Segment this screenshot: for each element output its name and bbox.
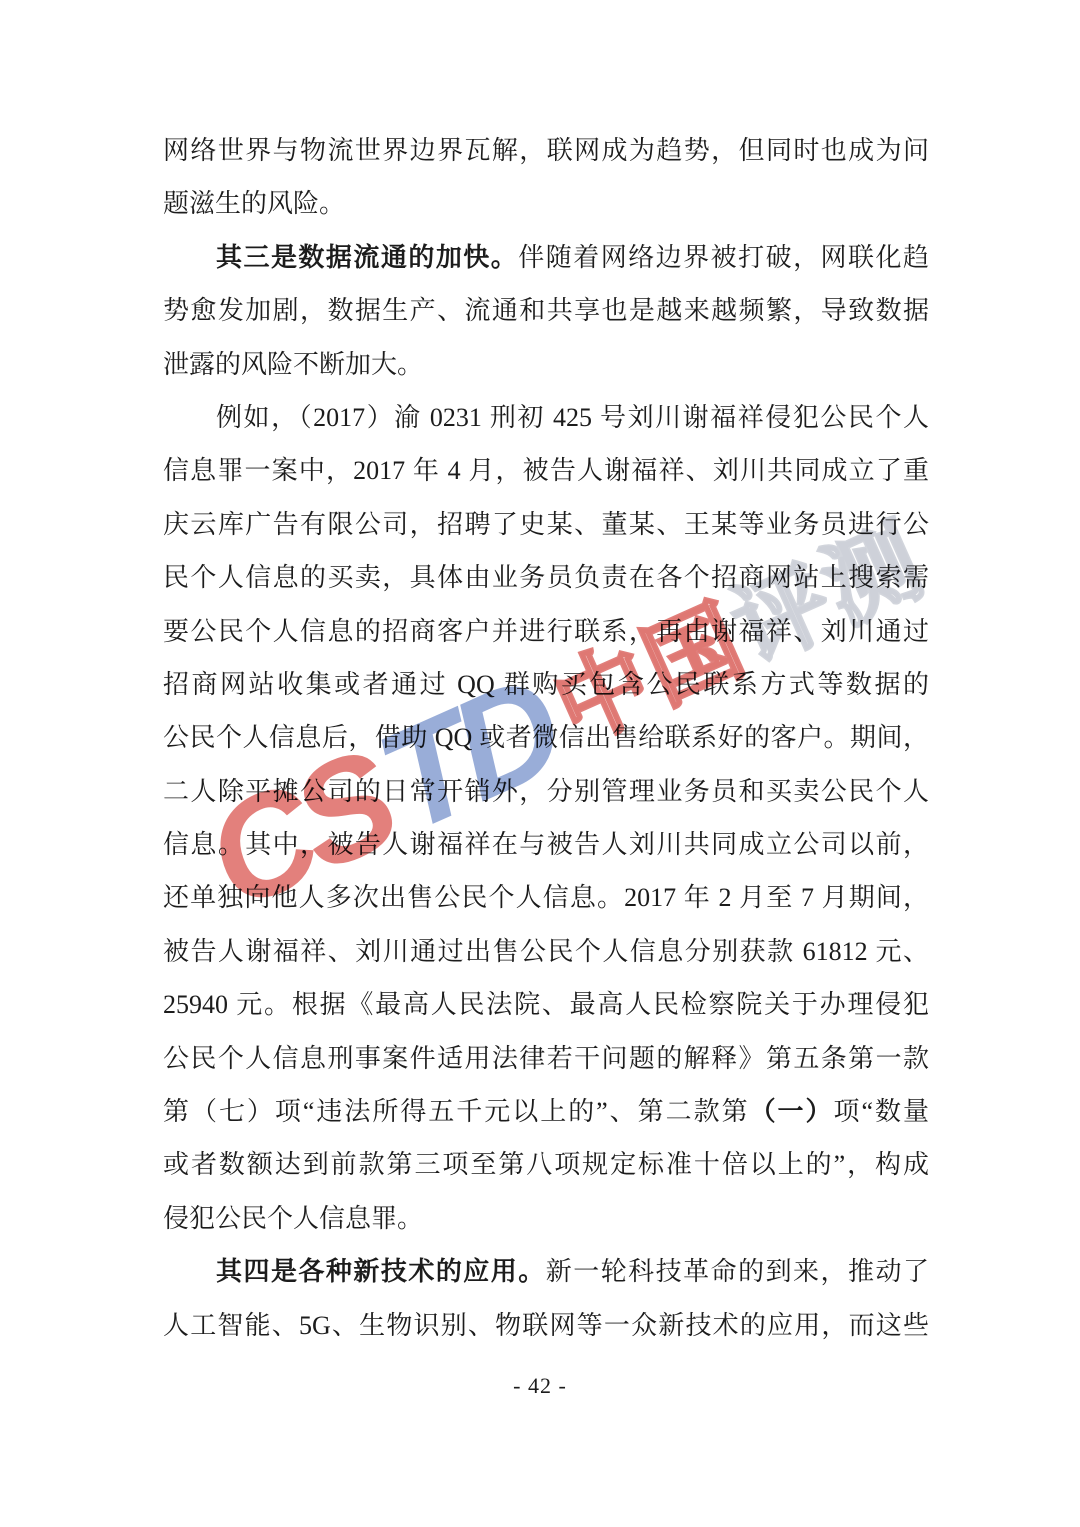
paragraph <box>163 231 929 391</box>
text-segment: 新一轮科技革命的到来，推动了 <box>545 1257 929 1287</box>
text-segment: 侵犯公民个人信息罪。 <box>163 1203 424 1233</box>
text-line <box>163 978 929 1031</box>
watermark-logo-cs: CS <box>184 721 413 940</box>
text-line <box>163 818 929 871</box>
text-line <box>163 1299 929 1352</box>
text-line <box>163 1138 929 1191</box>
paragraph <box>163 1245 929 1352</box>
text-line <box>163 338 929 391</box>
text-line <box>163 925 929 978</box>
bold-text-segment: （一） <box>749 1097 834 1127</box>
text-line <box>163 231 929 284</box>
text-segment: 或者数额达到前款第三项至第八项规定标准十倍以上的”，构成 <box>163 1150 929 1180</box>
text-line <box>163 284 929 337</box>
text-segment: 公民个人信息刑事案件适用法律若干问题的解释》第五条第一款 <box>163 1043 929 1073</box>
watermark-text-pingce: 评测 <box>718 506 941 683</box>
watermark-text-zhongguo: 中国 <box>539 586 762 762</box>
text-segment: 民个人信息的买卖，具体由业务员负责在各个招商网站上搜索需 <box>163 563 929 593</box>
text-line <box>163 605 929 658</box>
text-segment: 庆云库广告有限公司，招聘了史某、董某、王某等业务员进行公 <box>163 509 929 539</box>
bold-text-segment: 其三是数据流通的加快。 <box>216 242 519 272</box>
text-segment: 被告人谢福祥、刘川通过出售公民个人信息分别获款 61812 元、 <box>163 936 929 966</box>
text-segment: 势愈发加剧，数据生产、流通和共享也是越来越频繁，导致数据 <box>163 296 929 326</box>
text-segment: 项“数量 <box>833 1097 929 1127</box>
text-segment: 伴随着网络边界被打破，网联化趋 <box>518 242 929 272</box>
text-line <box>163 1032 929 1085</box>
text-segment: 要公民个人信息的招商客户并进行联系，再由谢福祥、刘川通过 <box>163 616 929 646</box>
text-line <box>163 871 929 924</box>
text-line <box>163 551 929 604</box>
text-line <box>163 658 929 711</box>
text-segment: 信息。其中，被告人谢福祥在与被告人刘川共同成立公司以前， <box>163 830 929 860</box>
text-line <box>163 1085 929 1138</box>
text-line <box>163 498 929 551</box>
bold-text-segment: 其四是各种新技术的应用。 <box>216 1257 546 1287</box>
text-segment: 信息罪一案中，2017 年 4 月，被告人谢福祥、刘川共同成立了重 <box>163 456 929 486</box>
text-line <box>163 124 929 177</box>
text-line <box>163 1192 929 1245</box>
text-segment: 25940 元。根据《最高人民法院、最高人民检察院关于办理侵犯 <box>163 990 929 1020</box>
text-segment: 题滋生的风险。 <box>163 189 346 219</box>
text-segment: 还单独向他人多次出售公民个人信息。2017 年 2 月至 7 月期间， <box>163 883 929 913</box>
text-line <box>163 444 929 497</box>
text-line <box>163 711 929 764</box>
text-line <box>163 391 929 444</box>
text-line <box>163 765 929 818</box>
text-segment: 泄露的风险不断加大。 <box>163 349 424 379</box>
text-segment: 公民个人信息后，借助 QQ 或者微信出售给联系好的客户。期间， <box>163 723 929 753</box>
text-segment: 例如，（2017）渝 0231 刑初 425 号刘川谢福祥侵犯公民个人 <box>216 402 929 432</box>
text-segment: 第（七）项“违法所得五千元以上的”、第二款第 <box>163 1097 750 1127</box>
text-segment: 网络世界与物流世界边界瓦解，联网成为趋势，但同时也成为问 <box>163 136 929 165</box>
page-number: - 42 - <box>513 1373 567 1398</box>
text-line <box>163 177 929 230</box>
paragraph <box>163 124 929 231</box>
text-segment: 人工智能、5G、生物识别、物联网等一众新技术的应用，而这些 <box>163 1310 929 1340</box>
paragraph <box>163 391 929 1245</box>
text-segment: 招商网站收集或者通过 QQ 群购买包含公民联系方式等数据的 <box>163 669 929 699</box>
text-segment: 二人除平摊公司的日常开销外，分别管理业务员和买卖公民个人 <box>163 776 929 806</box>
text-line <box>163 1245 929 1298</box>
document-body <box>163 124 929 1352</box>
watermark-logo-td: TD <box>357 647 579 863</box>
